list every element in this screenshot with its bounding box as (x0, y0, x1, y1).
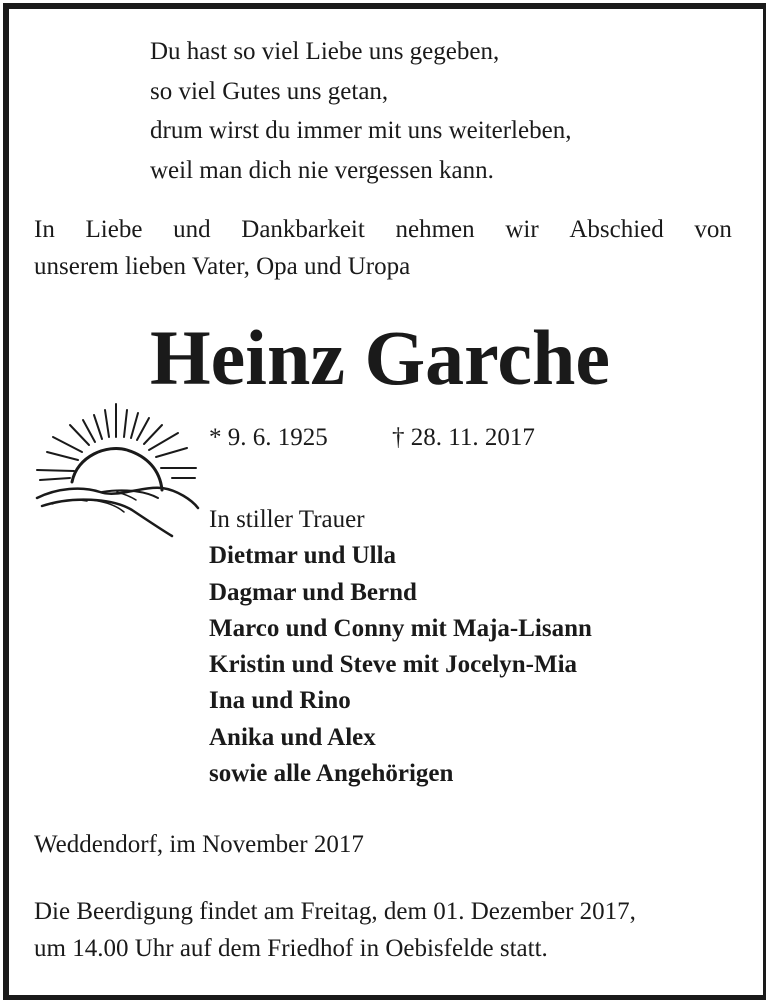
mourners-header: In stiller Trauer (209, 506, 365, 533)
intro-word: Dankbarkeit (241, 216, 365, 243)
poem-line: drum wirst du immer mit uns weiterleben, (150, 117, 572, 144)
intro-word: Liebe (85, 216, 143, 243)
mourner-name: Marco und Conny mit Maja-Lisann (209, 614, 592, 642)
place-and-date: Weddendorf, im November 2017 (34, 831, 364, 858)
funeral-line: um 14.00 Uhr auf dem Friedhof in Oebisfelde statt. (34, 935, 548, 962)
poem-line: weil man dich nie vergessen kann. (150, 156, 494, 184)
funeral-info (34, 893, 636, 967)
mourner-name: Anika und Alex (209, 723, 376, 751)
intro-word: wir (505, 216, 539, 243)
birth-date: * 9. 6. 1925 (209, 424, 328, 451)
intro-word: In (34, 216, 55, 243)
intro-line-2: unserem lieben Vater, Opa und Uropa (34, 253, 411, 280)
mourners-list (209, 502, 592, 792)
death-date: † 28. 11. 2017 (392, 424, 535, 451)
intro-text (34, 211, 732, 285)
mourner-name: Ina und Rino (209, 687, 351, 715)
life-dates (209, 421, 535, 455)
sunset-over-hills-icon (32, 400, 200, 542)
intro-line-1 (34, 211, 732, 248)
funeral-line: Die Beerdigung findet am Freitag, dem 01. Dezember 2017, (34, 898, 636, 925)
mourner-name: Kristin und Steve mit Jocelyn-Mia (209, 651, 578, 679)
mourner-name: sowie alle Angehörigen (209, 760, 454, 788)
intro-word: von (694, 216, 732, 243)
intro-word: Abschied (569, 216, 664, 243)
poem (150, 32, 571, 190)
mourner-name: Dietmar und Ulla (209, 542, 397, 570)
mourner-name: Dagmar und Bernd (209, 578, 417, 606)
poem-line: Du hast so viel Liebe uns gegeben, (150, 38, 500, 65)
intro-word: nehmen (395, 216, 475, 243)
deceased-name: Heinz Garche (150, 314, 610, 401)
poem-line: so viel Gutes uns getan, (150, 77, 389, 105)
intro-word: und (173, 216, 211, 243)
